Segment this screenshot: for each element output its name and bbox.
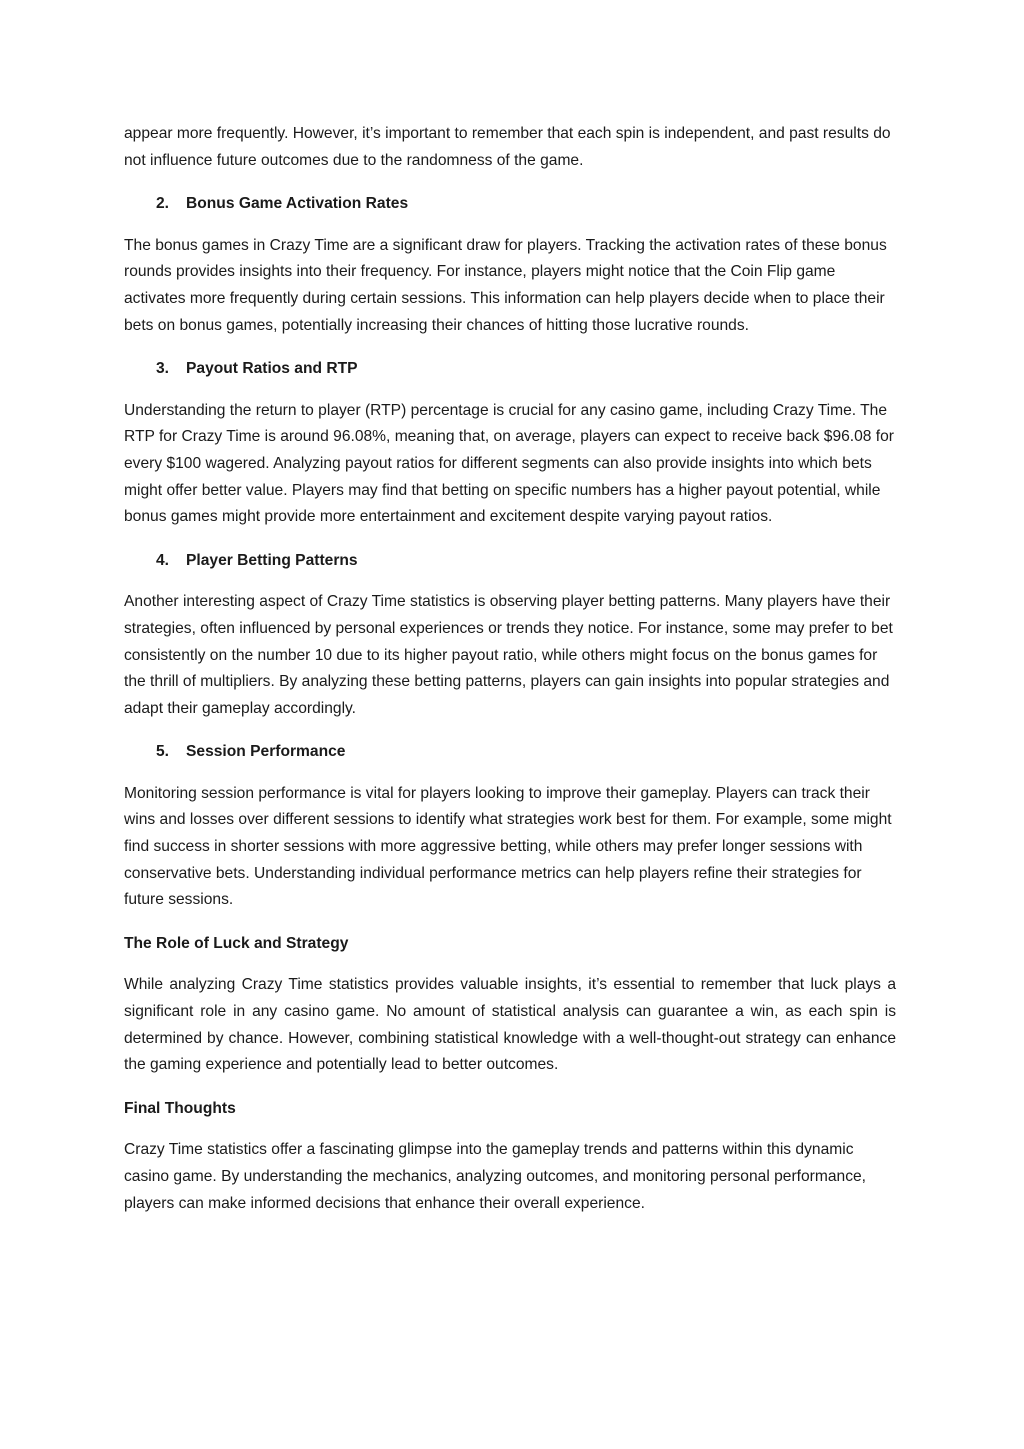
section-heading-bonus-game [124,191,896,218]
luck-strategy-heading: The Role of Luck and Strategy [124,934,349,952]
section-number: 5. [156,743,170,761]
final-thoughts-paragraph: Crazy Time statistics offer a fascinating glimpse into the gameplay trends and patterns within this dynamic casino game. By understanding the mechanics, analyzing outcomes, and monitoring personal performance, players can make informed decisions that enhance their overall experience. [124,1141,866,1212]
session-performance-paragraph: Monitoring session performance is vital for players looking to improve their gameplay. Players can track their wins and losses over different sessions to identify what strategies work best for them. For example, some might find success in shorter sessions with more aggressive betting, while others may prefer longer sessions with conservative bets. Understanding individual performance metrics can help players refine their strategies for future sessions. [124,784,892,909]
section-number: 4. [156,551,170,569]
section-heading-text: Bonus Game Activation Rates [186,195,409,213]
intro-paragraph: appear more frequently. However, it’s important to remember that each spin is independent, and past results do not influence future outcomes due to the randomness of the game. [124,125,891,169]
section-heading-payout-ratios [124,356,896,383]
section-heading-text: Payout Ratios and RTP [186,360,358,378]
section-heading-betting-patterns [124,548,896,575]
betting-patterns-paragraph: Another interesting aspect of Crazy Time statistics is observing player betting patterns. Many players have their strategies, often influenced by personal experiences or trends they notice. For instance, some may prefer to bet consistently on the number 10 due to its higher payout ratio, while others might focus on the bonus games for the thrill of multipliers. By analyzing these betting patterns, players can gain insights into popular strategies and adapt their gameplay accordingly. [124,593,893,717]
section-heading-session-performance [124,739,896,766]
final-thoughts-heading: Final Thoughts [124,1099,236,1117]
luck-strategy-paragraph: While analyzing Crazy Time statistics provides valuable insights, it’s essential to remember that luck plays a significant role in any casino game. No amount of statistical analysis can guarantee a win, as each spin is determined by chance. However, combining statistical knowledge with a well-thought-out strategy can enhance the gaming experience and potentially lead to better outcomes. [124,976,896,1074]
payout-ratios-paragraph: Understanding the return to player (RTP) percentage is crucial for any casino game, including Crazy Time. The RTP for Crazy Time is around 96.08%, meaning that, on average, players can expect to receive back $96.08 for every $100 wagered. Analyzing payout ratios for different segments can also provide insights into which bets might offer better value. Players may find that betting on specific numbers has a higher payout potential, while bonus games might provide more entertainment and excitement despite varying payout ratios. [124,401,895,526]
section-heading-text: Session Performance [186,743,346,761]
bonus-game-paragraph: The bonus games in Crazy Time are a significant draw for players. Tracking the activation rates of these bonus rounds provides insights into their frequency. For instance, players might notice that the Coin Flip game activates more frequently during certain sessions. This information can help players decide when to place their bets on bonus games, potentially increasing their chances of hitting those lucrative rounds. [124,236,887,334]
document-page [124,121,896,1217]
section-number: 2. [156,195,170,213]
section-heading-text: Player Betting Patterns [186,551,358,569]
section-number: 3. [156,360,170,378]
